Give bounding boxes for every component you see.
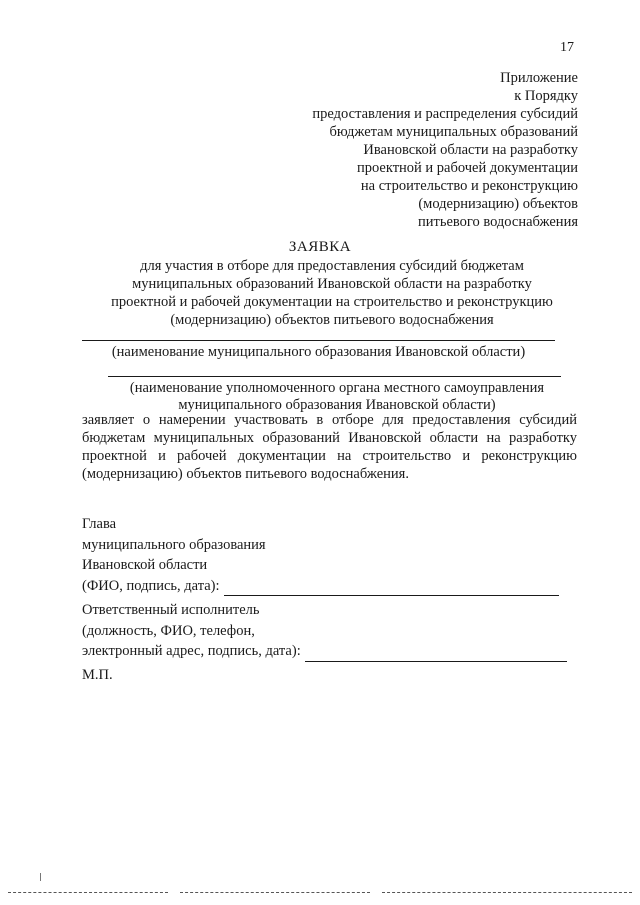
declaration-line: заявляет о намерении участвовать в отборе для предоставления субсидий: [82, 412, 577, 428]
appendix-line: к Порядку: [514, 88, 578, 104]
head-signature-label: (ФИО, подпись, дата):: [82, 577, 220, 594]
head-title-line: муниципального образования: [82, 536, 266, 553]
head-signature-row: [82, 576, 559, 597]
appendix-line: Ивановской области на разработку: [363, 142, 578, 158]
appendix-line: на строительство и реконструкцию: [360, 178, 578, 194]
authority-caption-line: (наименование уполномоченного органа местного самоуправления: [129, 380, 545, 396]
authority-name-line[interactable]: [108, 376, 561, 377]
declaration-text: [82, 411, 577, 483]
authority-caption-line: муниципального образования Ивановской области): [178, 397, 496, 413]
subtitle-line: (модернизацию) объектов питьевого водоснабжения: [170, 312, 494, 328]
subtitle-line: для участия в отборе для предоставления субсидий бюджетам: [140, 258, 524, 274]
appendix-line: бюджетам муниципальных образований: [329, 124, 578, 140]
head-signature-block: [82, 514, 559, 596]
appendix-line: Приложение: [500, 70, 578, 86]
executor-title-line: Ответственный исполнитель: [82, 602, 260, 618]
stamp-placeholder: М.П.: [82, 667, 113, 683]
appendix-line: питьевого водоснабжения: [417, 214, 578, 230]
appendix-line: предоставления и распределения субсидий: [312, 106, 578, 122]
footer-rule: [382, 892, 632, 893]
subtitle-line: проектной и рабочей документации на строительство и реконструкцию: [111, 294, 553, 310]
application-title: ЗАЯВКА: [288, 239, 352, 255]
head-title-line: Глава: [82, 516, 117, 532]
executor-signature-block: [82, 600, 567, 662]
head-signature-line[interactable]: [224, 582, 559, 596]
page-number: 17: [560, 40, 574, 55]
executor-signature-row: [82, 641, 567, 662]
appendix-header: [312, 69, 578, 231]
executor-signature-line[interactable]: [305, 648, 567, 662]
appendix-line: (модернизацию) объектов: [418, 196, 578, 212]
municipality-name-line[interactable]: [82, 340, 555, 341]
declaration-line: проектной и рабочей документации на строительство и реконструкцию: [82, 448, 577, 464]
scan-artifact: [40, 873, 41, 881]
declaration-line: (модернизацию) объектов питьевого водоснабжения.: [82, 466, 409, 482]
subtitle-line: муниципальных образований Ивановской области на разработку: [132, 276, 532, 292]
head-title-line: Ивановской области: [82, 557, 208, 573]
authority-name-caption: [82, 380, 592, 414]
footer-rule: [180, 892, 370, 893]
declaration-line: бюджетам муниципальных образований Ивановской области на разработку: [82, 430, 577, 446]
footer-rule: [8, 892, 168, 893]
municipality-name-caption: (наименование муниципального образования Ивановской области): [111, 344, 526, 360]
application-subtitle: [0, 257, 640, 329]
executor-signature-label: электронный адрес, подпись, дата):: [82, 643, 301, 659]
appendix-line: проектной и рабочей документации: [356, 160, 578, 176]
executor-title-line: (должность, ФИО, телефон,: [82, 622, 255, 639]
